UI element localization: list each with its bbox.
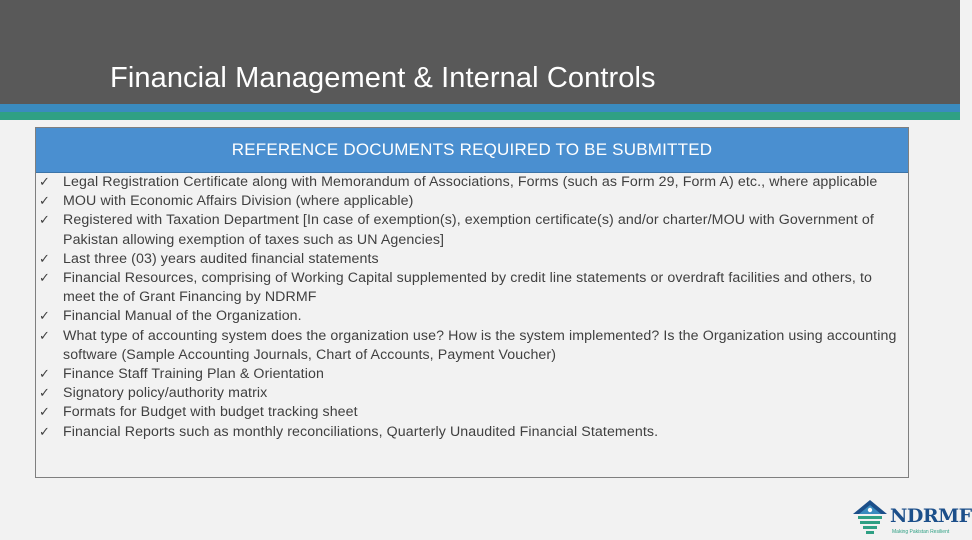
list-item-text: Last three (03) years audited financial statements — [63, 250, 379, 267]
list-item-text: Legal Registration Certificate along with Memorandum of Associations, Forms (such as Form 29, Form A) etc., where applicable — [63, 174, 878, 190]
checkmark-icon: ✓ — [39, 194, 50, 210]
list-item-text: Finance Staff Training Plan & Orientation — [63, 366, 324, 383]
list-item — [36, 307, 906, 326]
logo-tagline: Making Pakistan Resilient — [892, 529, 950, 535]
list-item — [36, 192, 906, 211]
list-item-text: What type of accounting system does the organization use? How is the system implemented? Is the Organization using accounting software (Sample Accounting Journals, Chart of Accounts, Payment Voucher) — [63, 327, 897, 363]
reference-documents-panel — [35, 127, 909, 478]
list-item-text: Signatory policy/authority matrix — [63, 385, 268, 402]
panel-header — [36, 128, 908, 173]
list-item — [36, 269, 906, 307]
list-item — [36, 423, 906, 442]
requirements-list — [36, 173, 906, 442]
header-stripe-green — [0, 112, 960, 120]
checkmark-icon: ✓ — [39, 309, 50, 325]
logo-wordmark: NDRMF — [890, 505, 972, 527]
list-item — [36, 365, 906, 384]
checkmark-icon: ✓ — [39, 328, 50, 344]
checkmark-icon: ✓ — [39, 213, 50, 229]
list-item — [36, 403, 906, 422]
panel-header-text: REFERENCE DOCUMENTS REQUIRED TO BE SUBMITTED — [231, 140, 713, 159]
ndrmf-logo — [850, 498, 972, 540]
checkmark-icon: ✓ — [39, 386, 50, 402]
checkmark-icon: ✓ — [39, 424, 50, 440]
list-item — [36, 327, 906, 365]
list-item-text: Formats for Budget with budget tracking sheet — [63, 404, 358, 421]
list-item-text: MOU with Economic Affairs Division (where applicable) — [63, 193, 414, 210]
list-item-text: Registered with Taxation Department [In case of exemption(s), exemption certificate(s) and/or charter/MOU with Government of Pakistan allowing exemption of taxes such as UN Agencies] — [63, 212, 874, 248]
list-item-text: Financial Manual of the Organization. — [63, 308, 302, 325]
slide-header — [0, 0, 960, 104]
checkmark-icon: ✓ — [39, 175, 50, 190]
checkmark-icon: ✓ — [39, 405, 50, 421]
list-item-text: Financial Resources, comprising of Working Capital supplemented by credit line statements or overdraft facilities and others, to meet the of Grant Financing by NDRMF — [63, 270, 872, 306]
list-item-text: Financial Reports such as monthly reconciliations, Quarterly Unaudited Financial Statements. — [63, 423, 659, 440]
list-item — [36, 384, 906, 403]
logo-emblem-icon — [850, 498, 890, 538]
checkmark-icon: ✓ — [39, 251, 50, 267]
list-item — [36, 211, 906, 249]
header-stripe-blue — [0, 104, 960, 112]
checkmark-icon: ✓ — [39, 367, 50, 383]
slide-title: Financial Management & Internal Controls — [110, 62, 656, 94]
list-item — [36, 250, 906, 269]
list-item — [36, 173, 906, 192]
checkmark-icon: ✓ — [39, 271, 50, 287]
